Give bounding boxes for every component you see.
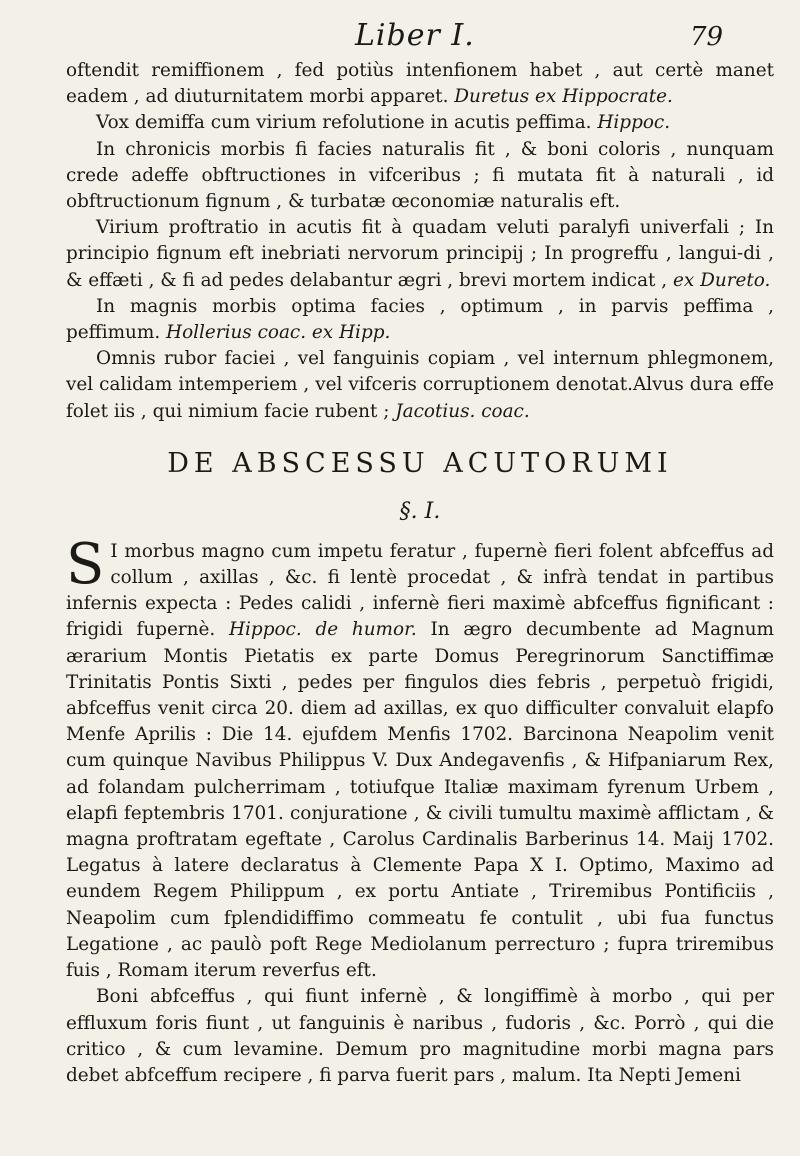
section-heading: DE ABSCESSU ACUTORUMI	[167, 447, 673, 479]
paragraph-text: In ægro decumbente ad Magnum ærarium Montis Pietatis ex parte Domus Peregrinorum Sanctiffimæ Trinitatis Pontis Sixti , pedes per fingulos dies febris , perpetuò frigidi, abfceffus venit circa 20. diem ad axillas, ex quo difficulter convaluit elapfo Menfe Aprilis : Die 14. ejufdem Menfis 1702. Barcinona Neapolim venit cum quinque Navibus Philippus V. Dux Andegavenfis , & Hifpaniarum Rex, ad folandam pulcherrimam , totiufque Italiæ maximam fyrenum Urbem , elapfi feptembris 1701. conjuratione , & civili tumultu maximè afflictam , & magna proftratam egeftate , Carolus Cardinalis Barberinus 14. Maij 1702. Legatus à latere declaratus à Clemente Papa X I. Optimo, Maximo ad eundem Regem Philippum , ex portu Antiate , Triremibus Pontificiis , Neapolim cum fplendidiffimo commeatu fe contulit , ubi fua functus Legatione , ac paulò poft Rege Mediolanum perrecturo ; fupra triremibus fuis , Romam iterum reverfus eft.	[66, 619, 774, 982]
paragraph	[66, 58, 774, 110]
paragraph	[66, 984, 774, 1089]
paragraph-text: Virium proftratio in acutis fit à quadam veluti paralyfi univerfali ; In principio fignum eft inebriati nervorum principij ; In progreffu , langui-di , & effæti , & fi ad pedes delabantur ægri , brevi mortem indicat ,	[66, 217, 774, 291]
paragraph	[66, 346, 774, 425]
paragraph-text: I morbus magno cum impetu feratur , fupernè fieri folent abfceffus ad collum , axillas , &c. fi lentè procedat , & infrà tendat in partibus infernis expecta : Pedes calidi , infernè fieri maximè abfceffus fignificant : frigidi fupernè.	[66, 540, 774, 641]
drop-cap: S	[66, 531, 105, 597]
paragraph	[66, 137, 774, 216]
paragraph-text: In chronicis morbis fi facies naturalis fit , & boni coloris , nunquam crede adeffe obftructiones in vifceribus ; fi mutata fit à naturali , id obftructionum fignum , & turbatæ œconomiæ naturalis eft.	[66, 138, 774, 213]
paragraph-text: Vox demiffa cum virium refolutione in acutis peffima.	[96, 112, 598, 134]
citation: Hippoc. de humor.	[229, 619, 417, 641]
paragraph	[66, 215, 774, 294]
paragraph	[66, 110, 774, 136]
citation: Hollerius coac. ex Hipp.	[166, 322, 391, 344]
paragraph-text: In magnis morbis optima facies , optimum , in parvis peffima , peffimum.	[66, 295, 774, 344]
paragraph	[66, 531, 774, 984]
citation: ex Dureto.	[673, 269, 771, 291]
page-number: 79	[690, 22, 724, 52]
section-number: §. I.	[399, 498, 441, 524]
paragraph-text: Boni abfceffus , qui fiunt infernè , & longiffimè à morbo , qui per effluxum foris fiunt , ut fanguinis è naribus , fudoris , &c. Porrò , qui die critico , & cum levamine. Demum pro magnitudine morbi magna pars debet abfceffum recipere , fi parva fuerit pars , malum. Ita Nepti Jemeni	[66, 986, 774, 1086]
running-head	[0, 14, 800, 60]
citation: Jacotius. coac.	[395, 400, 530, 422]
citation: Duretus ex Hippocrate.	[454, 86, 673, 108]
citation: Hippoc.	[597, 112, 671, 134]
paragraph	[66, 294, 774, 346]
main-text	[66, 58, 774, 1089]
paragraph-text: oftendit remiffionem , fed potiùs intenfionem habet , aut certè manet eadem , ad diuturnitatem morbi apparet.	[66, 60, 774, 108]
running-title: Liber I.	[355, 18, 475, 53]
paragraph-text: Omnis rubor faciei , vel fanguinis copiam , vel internum phlegmonem, vel calidam intemperiem , vel vifceris corruptionem denotat.Alvus dura effe folet iis , qui nimium facie rubent ;	[66, 348, 774, 422]
